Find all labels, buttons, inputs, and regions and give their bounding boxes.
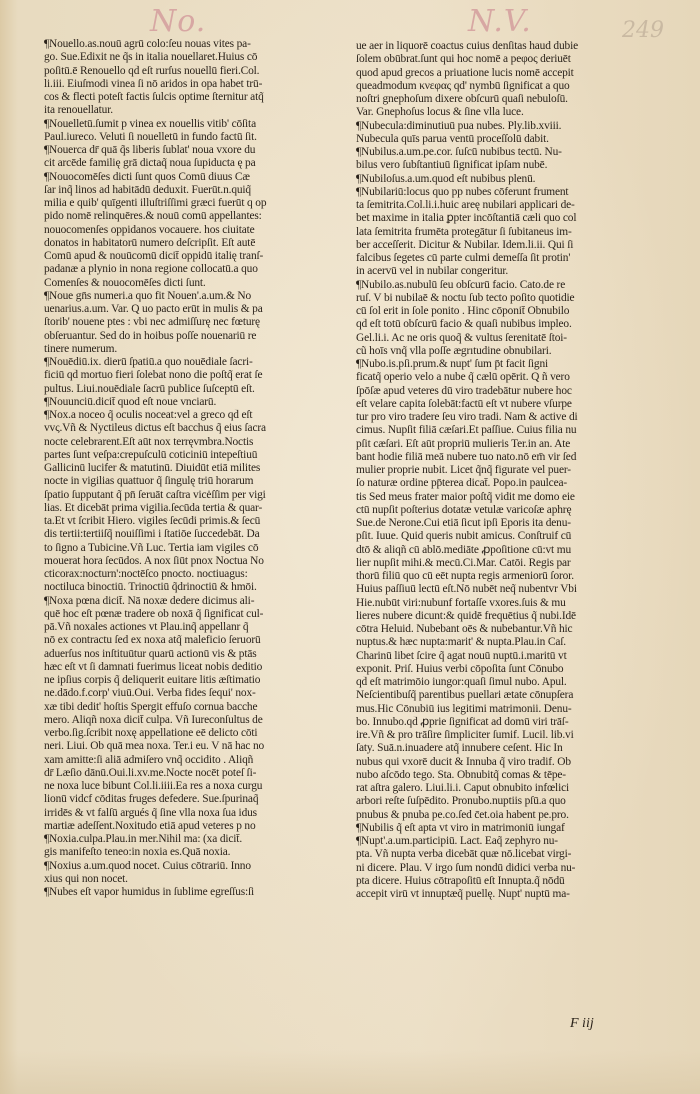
right-column-line: cimus. Nupſit filiā cæſari.Et paſſiue. Cuius filia nu (356, 424, 577, 437)
left-column-line: obſeruantur. Sed do in hoibus poſſe nouenariū re (44, 329, 257, 342)
right-column-line: qd̄ eſt matrimōio iungor:quaſi ſimul nubo. Apul. (356, 676, 567, 688)
left-column-line: ¶Nouerca dr̄ quā q̃s liberis ſublat' noua vxore du (44, 144, 256, 156)
right-column-line: ber acceſſerit. Dicitur & Nubilar. Idem.li.ii. Qui ſi (356, 238, 574, 251)
right-column-line: ta ſemitrita.Col.li.i.huic areę nubilari applicari de- (356, 199, 575, 211)
right-column-line: ¶Nubilariū:locus quo pp nubes cōferunt frument (356, 185, 569, 198)
right-column-line: pſit cæſari. Eſt aūt propriū mulieris Ter.in an. Ate (356, 437, 571, 450)
left-column-line: to ſigno a Tubicine.Vñ Luc. Tertia iam vigiles cō (44, 541, 259, 554)
left-column-line: nocte celebrarent.Eſt aūt nox terręvmbra.Noctis (44, 435, 254, 448)
left-column-line: ita renouellatur. (44, 104, 113, 117)
left-column-line: ¶Nouunciū.dicit̄ quod eſt noue vnciarū. (44, 395, 217, 408)
signature-mark: F iij (570, 1016, 594, 1031)
right-column-line: ſolem obūbrat.ſunt qui hoc nomē a peφος deriuēt (356, 53, 571, 66)
left-column-line: nocte in vigilias quattuor q̃ ſingulę triū horarum (44, 475, 254, 488)
right-column-line: ctū nupſit poſterius dotatæ vetulæ varicoſæ aphrę (356, 503, 572, 516)
right-column-line: nubus qui vxorē ducit & Innuba q̃ viro tradif. Ob (356, 755, 571, 768)
left-column-line: martiæ adeſſent.Noxitudo etiā apud veteres p no (44, 819, 256, 832)
right-column-line: exponit. Priſ. Huius verbi cōpoſita ſunt Cōnubo (356, 662, 564, 675)
left-column-line: Comū apud & nouūcomū dicit̄ oppidū italię tranſ- (44, 250, 264, 262)
right-column-line: Sue.de Nerone.Cui etiā ſicut ipſi Eporis ita denu- (356, 517, 571, 529)
right-column-line: cū ſol erit in ſole ponito . Hinc cōponit̄ Obnubilo (356, 305, 570, 317)
left-column-line: li.iii. Eiuſmodi vinea ſi nō aridos in opa habet trū- (44, 77, 263, 90)
right-column-line: ni dicere. Plau. V irgo ſum nondū didici verba nu- (356, 861, 576, 874)
left-column-line: mouerat hora ſecūdos. A nox ſiūt pnox Noctua No (44, 554, 264, 567)
right-column-line: eſt velare capita ſolebāt:factū eſt vt nubere vſurpe (356, 397, 572, 410)
left-column-line: partes ſunt veſpa:crepuſculū coticiniū intepeſtiuū (44, 448, 258, 461)
right-column-line: nuptus.& hæc nupta:marit' & nupta.Plau.in Caſ. (356, 636, 566, 649)
left-column-line: quē hoc eſt pœnæ tradere ob noxā q̃ ſignificat cul- (44, 607, 264, 620)
right-column-line: bilus vero ſubſtantiuū ſignificat ipſam nubē. (356, 159, 548, 172)
left-column-line: ¶Nouelletū.ſumit p vinea ex nouellis vitib' cōſita (44, 117, 256, 130)
right-column-line: quod apud grecos a priuatione lucis nomē accepit (356, 66, 574, 79)
left-column-line: cticorax:nocturn':noctēſco pnocto. noctiuagus: (44, 568, 248, 580)
right-column-line: ſo naturæ ordine pp̄terea dicat̄. Popo.in paulcea- (356, 477, 568, 490)
right-column-line: mus.Hic Cōnubiū ius legitimi matrimonii. Denu- (356, 702, 572, 715)
right-column-line: qd̄ eſt totū obſcurū facio & quaſi nubibus impleo. (356, 318, 572, 331)
left-column-line: neri. Liui. Ob quā mea noxa. Ter.i eu. V nā hac no (44, 740, 265, 753)
left-column-line: milia e quib' quīgenti illuſtriſſimi græci fuerūt q op (44, 197, 267, 209)
left-column-line: Comenſes & nouocomēſes dicti ſunt. (44, 276, 206, 289)
page-bottom-margin (0, 1050, 700, 1094)
left-column-line: noctiluca binoctiū. Trinoctiū q̃drinoctiū & hmōi. (44, 581, 257, 594)
right-column-line: dtō & aliqñ cū ablō.mediāte ꝓpoſitione cū:vt mu (356, 543, 571, 556)
left-column-line: mero. Aliqñ noxa dicit̄ culpa. Vñ Iureconſultus de (44, 713, 263, 726)
right-column-line: noſtri gnephoſum dixere obſcurū quaſi nebuloſū. (356, 93, 568, 105)
right-column-line: ¶Nupt'.a.um.participiū. Lact. Eaq̃ zephyro nu- (356, 835, 558, 847)
left-column-line: Gallicinū lucifer & matutinū. Diuidūt etiā milites (44, 462, 261, 474)
right-column-line: bo. Innubo.qd̄ ꝓprie ſignificat ad domū viri trāſ- (356, 715, 569, 728)
left-column-line: cos & flecti poteſt factis ſulcis optime ſternitur atq̃ (44, 91, 264, 103)
right-column-line: nubo aſcōdo tego. Sta. Obnubitq̃ comas & tēpe- (356, 768, 566, 781)
right-column-line: ¶Nubo.is.pſi.prum.& nupt' ſum p̄t facit ſigni (356, 358, 549, 370)
right-column-line: pta dicere. Huius cōtrapoſitū eſt Innupta.q̃ nōdū (356, 874, 565, 887)
left-column-line: ¶Nubes eſt vapor humidus in ſublime egreſſus:ſi (44, 886, 255, 898)
left-column-line: pido nomē relinquēres.& nouū comū appellantes: (44, 210, 262, 223)
left-column-line: ¶Noxia.culpa.Plau.in mer.Nihil ma: (xa dicit̄. (44, 833, 243, 845)
left-column-line: uenarius.a.um. Var. Q uo pacto erūt in mulis & pa (44, 303, 263, 315)
left-text-column (44, 38, 348, 899)
left-column-line: dr̄ Læſio dānū.Oui.li.xv.me.Nocte nocēt poteſ ſi- (44, 766, 257, 779)
right-column-line: ficatq̃ operio velo a nube q̃ cælū opērit. Q ñ vero (356, 371, 570, 384)
right-column-line: lieres nubere dicunt:& quidē frequētius q̃ nubi.Idē (356, 609, 576, 622)
left-column-line: pā.Vñ noxales actiones vt Plau.inq̃ appellanr q̃ (44, 621, 249, 633)
left-column-line: nouocomenſes oppidanos vocauere. hos ciuitate (44, 223, 255, 236)
right-column-line: pſit. Iuue. Quid queris nubit amicus. Conſtruif cū (356, 530, 572, 543)
right-column-line: lata ſemitrita frumēta protegātur ſi ſubitaneus im- (356, 225, 572, 238)
left-column-line: ne.dādo.f.corp' viuū.Oui. Verba fides ſequi' nox- (44, 687, 256, 700)
left-column-line: lias. Et dicebāt prima vigilia.ſecūda tertia & quar- (44, 501, 263, 514)
right-column-line: ue aer in liquorē coactus cuius denſitas haud dubie (356, 40, 578, 52)
right-column-line: bet maxime in italia ꝑpter incōſtantiā cæli quo col (356, 212, 577, 225)
right-column-line: Charinū libet ſcire q̃ agat nouū nuptū.i.maritū vt (356, 649, 567, 662)
right-column-line: Neſcientibuſq̃ parentibus puellari ætate cōnupſera (356, 689, 574, 702)
right-column-line: ¶Nubiloſus.a.um.quod eſt nubibus plenū. (356, 172, 536, 185)
left-column-line: ¶Noxa pœna dicit̄. Nā noxæ dedere dicimus ali- (44, 594, 255, 607)
left-column-line: ¶Nouello.as.nouū agrū colo:ſeu nouas vites pa- (44, 38, 251, 50)
left-column-line: Paul.iureco. Veluti ſi nouelletū in fundo factū ſit. (44, 130, 257, 143)
right-column-line: ¶Nubilo.as.nubulū ſeu obſcurū facio. Cato.de re (356, 278, 566, 291)
right-column-line: accepit virū vt innuptæq̃ puellę. Nupt' nuptū ma- (356, 888, 570, 900)
left-column-line: ſpatio ſupputant q̃ pn̄ ſeruāt caſtra vicėſſim per vigi (44, 488, 266, 501)
left-column-line: hæc eſt vt ſi damnati fuerimus liceat nobis deditio (44, 660, 263, 673)
right-column-line: cũ hoīs vnq̃ vlla poſſe ægrıtudine obnubilari. (356, 344, 552, 357)
left-column-line: gis manifeſto teneo:in noxia es.Quā noxia. (44, 846, 231, 859)
left-column-line: irridēs & vt falſū argués q̃ ſine vlla noxa ſua idus (44, 806, 257, 819)
right-column-line: tis Sed meus frater maior poſtq̃ vidit me domo eie (356, 490, 575, 503)
right-column-line: in acervū vel in nubilar congeritur. (356, 265, 509, 278)
right-column-line: tur pro viro tradere ſeu viro tradi. Nam & active di (356, 411, 578, 423)
handwritten-annotation-right: N.V. (468, 4, 532, 39)
right-column-line: Nubecula quīs parua ventū proceſſolū dabit. (356, 132, 549, 145)
left-column-line: xam amitte:ſi aliā admiſero vnq̃ occidito . Aliqñ (44, 753, 254, 766)
left-column-line: lionū vidcf cōditas fruges defedere. Sue.ſpurinaq̃ (44, 793, 259, 806)
left-column-line: vvς.Vñ & Nyctileus dictus eſt bacchus q̃ eius ſacra (44, 422, 266, 435)
left-column-line: poſitū.ē Renouello qd̄ eſt rurſus nouellū fieri.Col. (44, 64, 260, 77)
right-column-line: arbori reſte ſuſpēdito. Pronubo.nuptiis pſū.a quo (356, 795, 566, 808)
right-column-line: cōtra Heluid. Nubebant oēs & nubebantur.Vñ hic (356, 623, 573, 635)
left-column-line: nō ex contractu ſed ex noxa atq̃ maleficio ſeruorū (44, 634, 261, 647)
right-column-line: ¶Nubilis q̃ eſt apta vt viro in matrimoniū iungaf (356, 821, 565, 834)
left-column-line: tinere numerum. (44, 342, 118, 355)
left-column-line: dis tertii:tertiiſq̃ nouiſſimi i ſtatiōe ſuccedebāt. Da (44, 528, 260, 541)
right-column-line: pnubus & pnuba pe.co.ſed c̄et.oia habent pe.pro. (356, 808, 569, 821)
left-column-line: xius qui non nocet. (44, 872, 128, 885)
right-column-line: lier nupſit mihi.& mecū.Ci.Mar. Catōi. Regis par (356, 556, 571, 569)
left-column-line: ne ipſius corpis q̃ deliquerit euitare litis æſtimatio (44, 674, 261, 686)
left-column-line: padanæ a plynio in nona regione collocatū.a quo (44, 263, 258, 276)
left-column-line: aduerſus nos inſtituūtur quarū actionū vis & ptās (44, 647, 257, 660)
left-column-line: verbo.ſig.ſcribit noxę appellatione eē delicto cōti (44, 727, 258, 739)
right-column-line: ire.Vñ & pro trāſire ſimpliciter ſumif. Lucil. lib.vi (356, 729, 574, 741)
left-column-line: pultus. Liui.nouēdiale ſacrū publice ſuſceptū eſt. (44, 382, 255, 395)
left-column-line: xæ tibi dedit' hoſtis Spergit effuſo cornua bacche (44, 700, 258, 713)
right-column-line: pta. Vñ nupta verba dicebāt quæ nō.licebat virgi- (356, 848, 572, 861)
left-column-line: donatos in habitatorū numero deſcripſit. Eſt autē (44, 236, 256, 249)
right-column-line: bant hodie filiā meā nubere tuo nato.nō em̄ vir ſed (356, 450, 577, 463)
handwritten-annotation-left: No. (150, 4, 207, 39)
left-column-line: cit arcēde familię grā dictaq̃ noua ſupiducta ę pa (44, 157, 256, 170)
right-column-line: ſpōſæ apud veteres dū viro tradebātur nubere hoc (356, 384, 572, 397)
left-column-line: go. Sue.Edixit ne q̃s in italia nouellaret.Huius cō (44, 51, 258, 64)
left-column-line: ¶Nouocomēſes dicti ſunt quos Comū diuus Cæ (44, 170, 250, 183)
left-column-line: ſar inq̃ linos ad habitādū deduxit. Fuerūt.n.quiq̃ (44, 183, 251, 196)
left-column-line: ¶Nox.a noceo q̃ oculis noceat:vel a greco qd̄ eſt (44, 409, 253, 421)
right-column-line: Var. Gnephoſus locus & ſine vlla luce. (356, 106, 524, 119)
left-column-line: ¶Noue gn̄s numeri.a quo fit Nouen'.a.um.& No (44, 289, 252, 302)
left-column-line: ta.Et vt ſcribit Hiero. vigiles ſecūdi primis.& ſecū (44, 515, 261, 527)
right-column-line: mulier proprie nubit. Licet q̃nq̃ figurate vel puer- (356, 464, 571, 476)
left-column-line: ſtorib' nouene ptes : vbi nec admiſſurę nec fœturę (44, 316, 260, 329)
right-column-line: Huius paſſiuū lectū eſt.Nō nubēt neq̃ nubentvr Vbi (356, 583, 577, 596)
right-column-line: ¶Nubecula:diminutiuū pua nubes. Ply.lib.xviii. (356, 119, 562, 132)
left-column-line: ficiū qd̄ mortuo fieri ſolebat nono die poſtq̃ erat ſe (44, 369, 263, 382)
right-column-line: rat aſtra galero. Liui.li.i. Caput obnubito infœlici (356, 782, 569, 794)
folio-number: 249 (622, 18, 664, 43)
right-column-line: ruſ. V bi nubilaē & noctu ſub tecto poſito quotidie (356, 291, 575, 304)
left-column-line: ne noxa luce bibunt Col.li.iiii.Ea res a noxa curgu (44, 780, 263, 792)
right-text-column (356, 40, 660, 901)
right-column-line: falcibus ſegetes cū parte culmi demeſſa ſit protin' (356, 252, 571, 264)
left-column-line: ¶Noxius a.um.quod nocet. Cuius cōtrariū. Inno (44, 859, 251, 872)
right-column-line: ¶Nubilus.a.um.pe.cor. ſuſcū nubibus tectū. Nu- (356, 146, 562, 158)
right-column-line: ſaty. Suā.n.inuadere atq̃ innubere ceſent. Hic In (356, 742, 563, 755)
right-column-line: Hie.nubūt viri:nubunf fortaſſe vxores.ſuis & mu (356, 596, 566, 609)
right-column-line: queadmodum κνεφας qd' nymbū ſignificat a quo (356, 79, 570, 92)
left-column-line: ¶Nouēdiū.ix. dierū ſpatiū.a quo nouēdiale ſacri- (44, 356, 253, 368)
right-column-line: thorū filiū quo cū eēt nupta regis armeniorū ſoror. (356, 570, 574, 582)
right-column-line: Gel.li.i. Ac ne oris quoq̃ & vultus ſerenitatē ſtoi- (356, 331, 567, 344)
